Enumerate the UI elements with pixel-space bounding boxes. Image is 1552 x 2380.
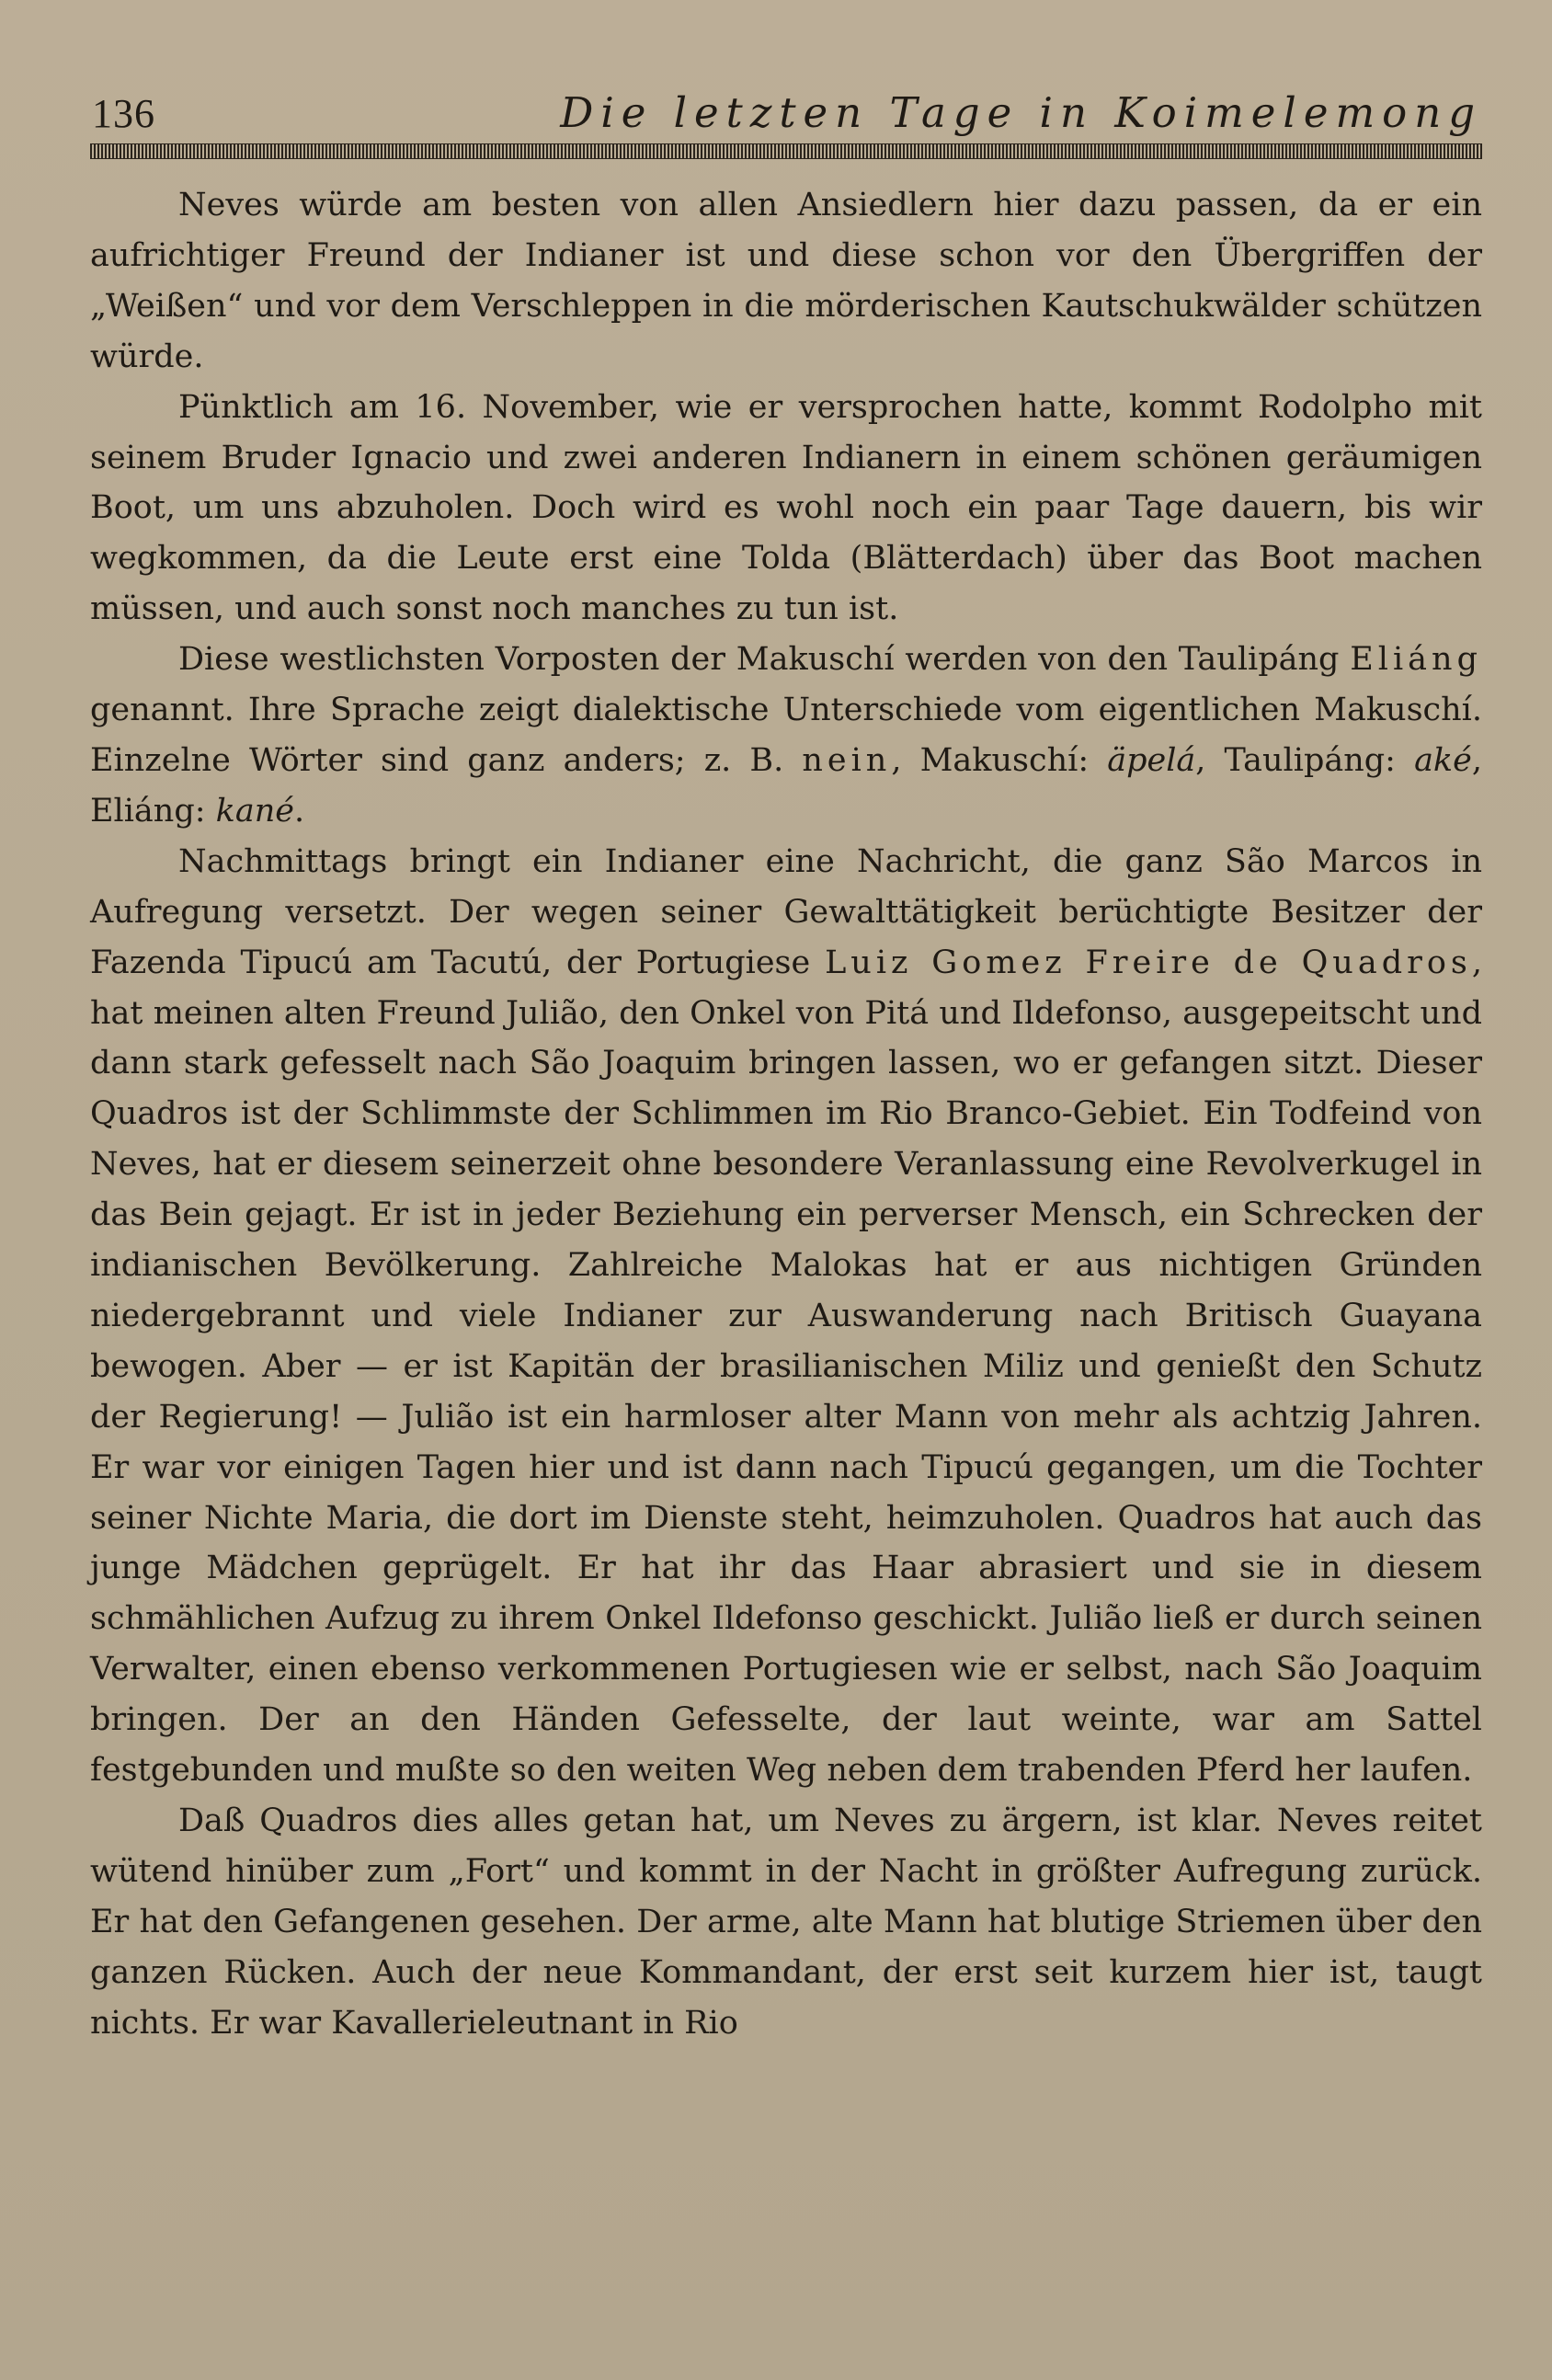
paragraph-4-text-a: Nachmittags bringt ein Indianer eine Nachricht, die ganz São Marcos in Aufregung versetzt. Der wegen seiner Gewalttätigkeit berüchtigte Besitzer der Fazenda Tipucú am Tacutú, der Portugiese	[90, 842, 1482, 981]
paragraph-3-text-a: Diese westlichsten Vorposten der Makuschí werden von den Taulipáng	[178, 641, 1351, 679]
paragraph-3	[90, 635, 1482, 837]
paragraph-3-text-c: genannt. Ihre Sprache zeigt dialektische Unterschiede vom eigentlichen Makuschí. Einzelne Wörter sind ganz anders; z. B.	[90, 692, 1482, 779]
paragraph-3-text-g: , Taulipáng:	[1195, 741, 1415, 779]
paragraph-1	[90, 180, 1482, 383]
header-rule	[90, 143, 1482, 159]
italic-word-ake: aké	[1414, 741, 1472, 779]
body-text	[90, 180, 1482, 2049]
running-head	[90, 83, 1482, 140]
paragraph-3-text-e: , Makuschí:	[891, 741, 1108, 779]
paragraph-2	[90, 383, 1482, 635]
running-title: Die letzten Tage in Koimelemong	[560, 88, 1482, 137]
spaced-word-nein: nein	[802, 741, 892, 779]
italic-word-apela: äpelá	[1107, 741, 1196, 779]
spaced-name-quadros: Luiz Gomez Freire de Quadros	[825, 944, 1472, 981]
page-number: 136	[92, 91, 155, 136]
paragraph-1-text: Neves würde am besten von allen Ansiedlern hier dazu passen, da er ein aufrichtiger Freund der Indianer ist und diese schon vor den Übergriffen der „Weißen“ und vor dem Verschleppen in die mörderischen Kautschukwälder schützen würde.	[90, 187, 1482, 375]
italic-word-kane: kané	[215, 792, 295, 830]
paragraph-2-text: Pünktlich am 16. November, wie er versprochen hatte, kommt Rodolpho mit seinem Bruder Ignacio und zwei anderen Indianern in einem schönen geräumigen Boot, um uns abzuholen. Doch wird es wohl noch ein paar Tage dauern, bis wir wegkommen, da die Leute erst eine Tolda (Blätterdach) über das Boot machen müssen, und auch sonst noch manches zu tun ist.	[90, 388, 1482, 628]
paragraph-5	[90, 1796, 1482, 2049]
book-page	[90, 83, 1482, 2042]
paragraph-3-text-i: , Eliáng:	[90, 741, 1482, 830]
paragraph-5-text: Daß Quadros dies alles getan hat, um Neves zu ärgern, ist klar. Neves reitet wütend hinüber zum „Fort“ und kommt in der Nacht in größter Aufregung zurück. Er hat den Gefangenen gesehen. Der arme, alte Mann hat blutige Striemen über den ganzen Rücken. Auch der neue Kommandant, der erst seit kurzem hier ist, taugt nichts. Er war Kavallerieleutnant in Rio	[90, 1802, 1482, 2042]
paragraph-4-text-c: , hat meinen alten Freund Julião, den Onkel von Pitá und Ildefonso, ausgepeitscht und dann stark gefesselt nach São Joaquim bringen lassen, wo er gefangen sitzt. Dieser Quadros ist der Schlimmste der Schlimmen im Rio Branco-Gebiet. Ein Todfeind von Neves, hat er diesem seinerzeit ohne besondere Veranlassung eine Revolverkugel in das Bein gejagt. Er ist in jeder Beziehung ein perverser Mensch, ein Schrecken der indianischen Bevölkerung. Zahlreiche Malokas hat er aus nichtigen Gründen niedergebrannt und viele Indianer zur Auswanderung nach Britisch Guayana bewogen. Aber — er ist Kapitän der brasilianischen Miliz und genießt den Schutz der Regierung! — Julião ist ein harmloser alter Mann von mehr als achtzig Jahren. Er war vor einigen Tagen hier und ist dann nach Tipucú gegangen, um die Tochter seiner Nichte Maria, die dort im Dienste steht, heimzuholen. Quadros hat auch das junge Mädchen geprügelt. Er hat ihr das Haar abrasiert und sie in diesem schmählichen Aufzug zu ihrem Onkel Ildefonso geschickt. Julião ließ er durch seinen Verwalter, einen ebenso verkommenen Portugiesen wie er selbst, nach São Joaquim bringen. Der an den Händen Gefesselte, der laut weinte, war am Sattel festgebunden und mußte so den weiten Weg neben dem trabenden Pferd her laufen.	[90, 944, 1482, 1790]
paragraph-4	[90, 837, 1482, 1796]
spaced-word-eliang: Eliáng	[1350, 641, 1482, 679]
paragraph-3-text-k: .	[294, 792, 305, 830]
